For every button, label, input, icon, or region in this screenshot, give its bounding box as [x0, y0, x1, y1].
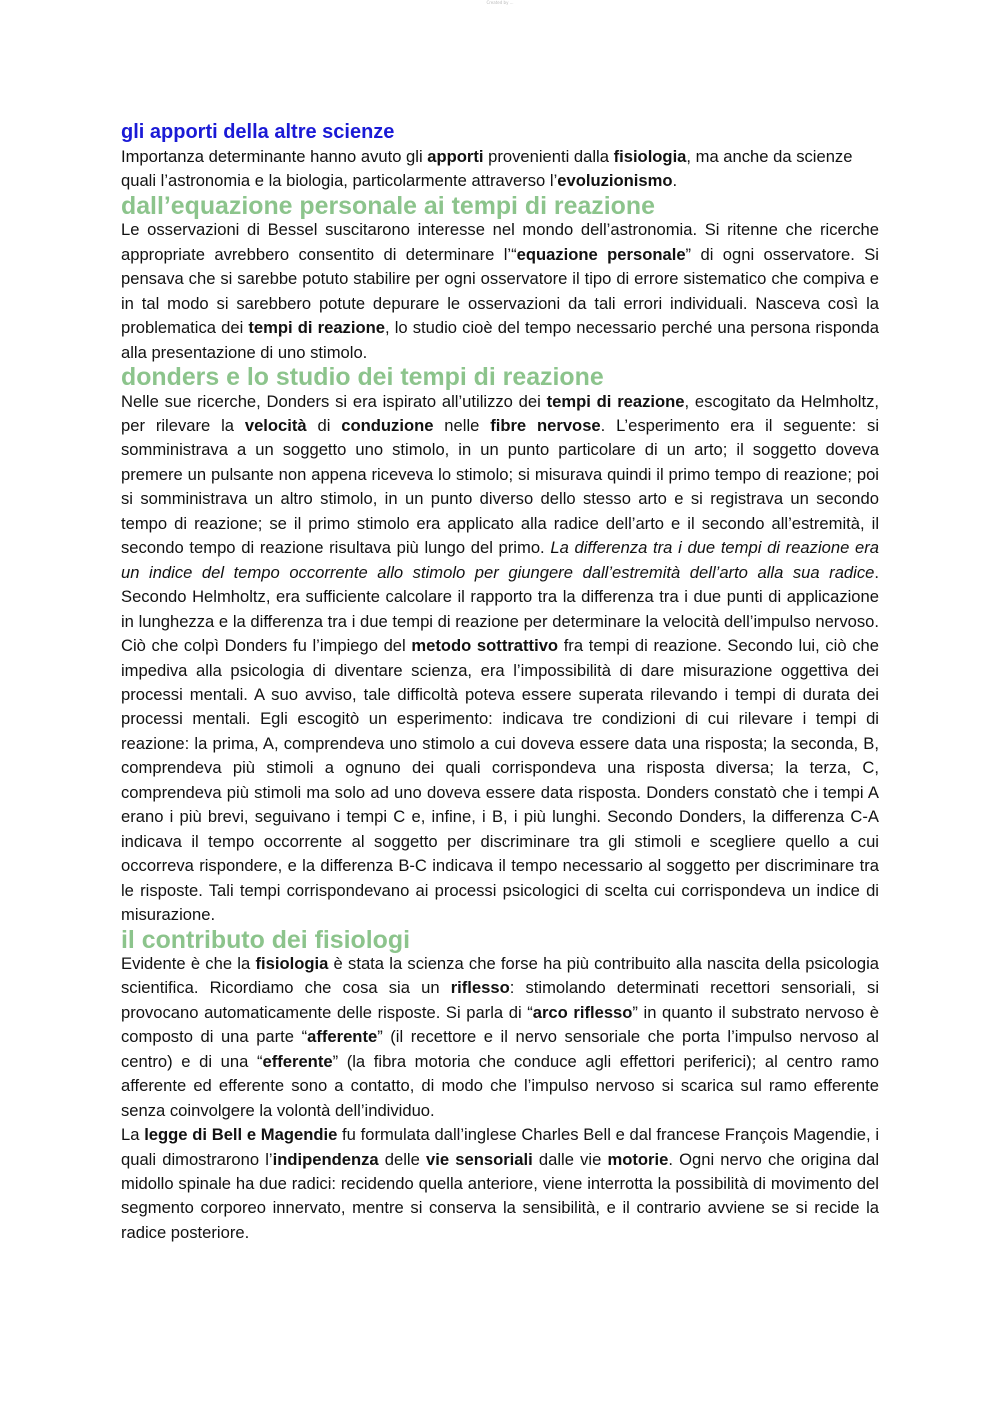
subheading-equazione: dall’equazione personale ai tempi di reazione [121, 191, 655, 220]
text-run: fu formulata dall’inglese Charles Bell e dal francese François Magendie, i quali dimostrarono l’ [121, 1125, 880, 1169]
bold-term: tempi di reazione [248, 318, 385, 338]
bold-term: indipendenza [272, 1149, 379, 1169]
text-run: ” di ogni osservatore. Si pensava che si sarebbe potuto stabilire per ogni osservatore il tipo di errore sistematico che compiva e in tal modo si sarebbero potute depurare le osservazioni da tali errori individuali. Nasceva così la problematica dei [121, 244, 879, 338]
text-run: dalle vie [532, 1149, 608, 1169]
header-mark: Created by ... [486, 0, 514, 5]
paragraph-equazione [121, 218, 879, 365]
italic-text: La differenza tra i due tempi di reazione era un indice del tempo occorrente allo stimolo per giungere dall’estremità dell’arto alla sua radice [121, 538, 879, 582]
bold-term: metodo sottrattivo [411, 636, 559, 656]
text-run: , lo studio cioè del tempo necessario perché una persona risponda alla presentazione di uno stimolo. [121, 318, 879, 362]
text-run: provenienti dalla [483, 147, 614, 166]
bold-term: fisiologia [613, 147, 687, 166]
text-run: , ma anche da scienze quali l’astronomia e la biologia, particolarmente attraverso l’ [121, 147, 853, 191]
bold-term: motorie [607, 1149, 669, 1169]
bold-term: legge di Bell e Magendie [144, 1125, 338, 1145]
text-run: , escogitato da Helmholtz, per rilevare la [121, 391, 879, 435]
text-run: delle [378, 1149, 427, 1169]
bold-term: evoluzionismo [557, 171, 673, 191]
text-run: di [306, 415, 342, 435]
bold-term: arco riflesso [532, 1002, 633, 1022]
text-run: Nelle sue ricerche, Donders si era ispirato all’utilizzo dei [121, 391, 547, 411]
bold-term: apporti [427, 147, 484, 166]
paragraph-intro [121, 145, 879, 194]
text-run: ” (il recettore e il nervo sensoriale che porta l’impulso nervoso al centro) e di una “ [121, 1027, 879, 1071]
text-run: nelle [433, 415, 491, 435]
text-run: fra tempi di reazione. Secondo lui, ciò che impediva alla psicologia di diventare scienza, era l’impossibilità di dare misurazione oggettiva dei processi mentali. A suo avviso, tale difficoltà poteva essere superata rilevando i tempi di durata dei processi mentali. Egli escogitò un esperimento: indicava tre condizioni di cui rilevare i tempi di reazione: la prima, A, comprendeva uno stimolo a cui doveva essere data una risposta; la seconda, B, comprendeva più stimoli a ognuno dei quali corrispondeva una risposta diversa; la terza, C, comprendeva più stimoli ma solo ad uno doveva essere data risposta. Donders constatò che i tempi A erano i più brevi, seguivano i tempi C e, infine, i B, i più lunghi. Secondo Donders, la differenza C-A indicava il tempo occorrente al soggetto per discriminare tra gli stimoli e scegliere quello a cui occorreva rispondere, e la differenza B-C indicava il tempo necessario al soggetto per discriminare tra le risposte. Tali tempi corrispondevano ai processi psicologici di scelta cui corrispondeva un indice di misurazione. [121, 636, 879, 925]
subheading-fisiologi: il contributo dei fisiologi [121, 925, 410, 954]
text-run: La [121, 1125, 145, 1145]
bold-term: riflesso [450, 978, 510, 998]
text-run: : stimolando determinati recettori sensoriali, si provocano automaticamente delle risposte. Si parla di “ [121, 978, 879, 1022]
bold-term: equazione personale [516, 244, 686, 264]
section-title: gli apporti della altre scienze [121, 121, 395, 143]
bold-term: efferente [262, 1051, 333, 1071]
text-run: Evidente è che la [121, 953, 256, 973]
paragraph-fisiologi [121, 952, 879, 1123]
text-run: . [672, 171, 678, 191]
bold-term: afferente [307, 1027, 378, 1047]
subheading-donders: donders e lo studio dei tempi di reazione [121, 363, 604, 392]
text-run: . Ogni nervo che origina dal midollo spinale ha due radici: recidendo quella anteriore, viene interrotta la possibilità di movimento del segmento corporeo innervato, mentre si conserva la sensibilità, e il contrario avviene se si recide la radice posteriore. [121, 1149, 880, 1242]
bold-term: conduzione [341, 415, 434, 435]
bold-term: vie sensoriali [426, 1149, 533, 1169]
bold-term: velocità [244, 415, 307, 435]
text-run: . L’esperimento era il seguente: si somministrava a un soggetto uno stimolo, in un punto particolare di un arto; il soggetto doveva premere un pulsante non appena riceveva lo stimolo; si misurava quindi il primo tempo di reazione; poi si somministrava un altro stimolo, in un punto diverso dello stesso arto e si registrava un secondo tempo di reazione; se il primo stimolo era applicato alla radice dell’arto e il secondo all’estremità, il secondo tempo di reazione risultava più lungo del primo. [121, 415, 880, 558]
text-run: è stata la scienza che forse ha più contribuito alla nascita della psicologia scientifica. Ricordiamo che cosa sia un [121, 953, 879, 998]
bold-term: fisiologia [255, 953, 329, 973]
document-body [121, 119, 879, 1245]
bold-term: tempi di reazione [546, 391, 685, 411]
text-run: ” in quanto il substrato nervoso è composto di una parte “ [121, 1002, 880, 1047]
text-run: . Secondo Helmholtz, era sufficiente calcolare il rapporto tra la differenza tra i due punti di applicazione in lunghezza e la differenza tra i due tempi di reazione per determinare la velocità dell’impulso nervoso. Ciò che colpì Donders fu l’impiego del [121, 562, 879, 656]
bold-term: fibre nervose [490, 415, 601, 435]
text-run: Importanza determinante hanno avuto gli [121, 147, 428, 166]
paragraph-donders [121, 390, 879, 928]
text-run: Le osservazioni di Bessel suscitarono interesse nel mondo dell’astronomia. Si ritenne che ricerche appropriate avrebbero consentito di determinare l’“ [121, 220, 879, 264]
paragraph-bell-magendie [121, 1123, 879, 1245]
text-run: ” (la fibra motoria che conduce agli effettori periferici); al centro ramo afferente ed efferente sono a contatto, di modo che l’impulso nervoso si scarica sul ramo efferente senza coinvolgere la volontà dell’individuo. [121, 1051, 879, 1120]
